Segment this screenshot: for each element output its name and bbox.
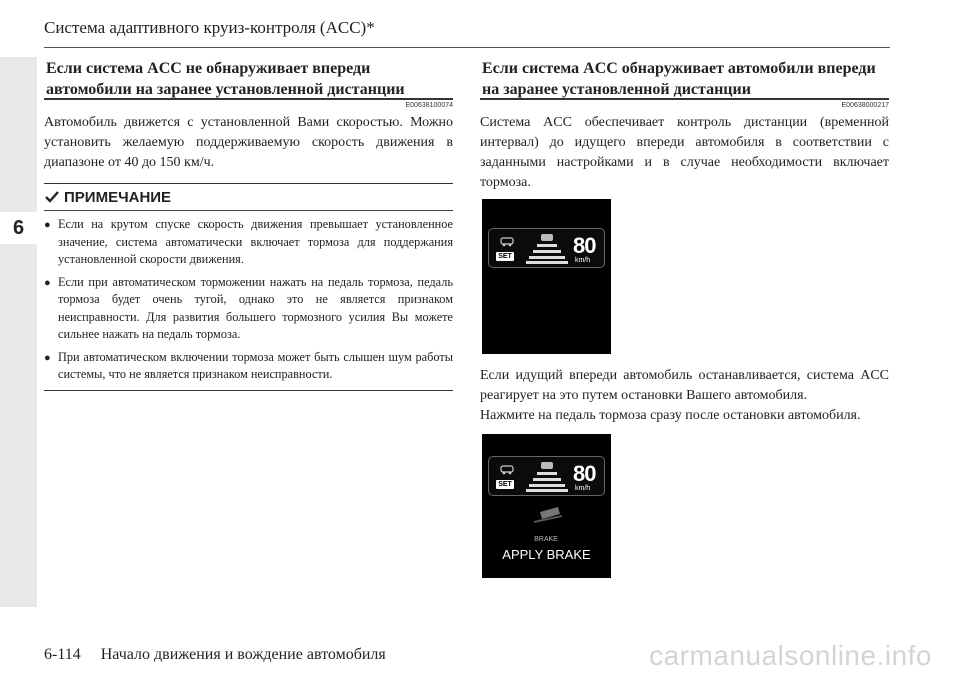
acc-panel [488,456,605,496]
left-section-heading [44,56,453,100]
bullet-icon: ● [44,276,51,289]
bullet-icon: ● [44,351,51,364]
header-rule [44,47,890,48]
note-item-text: При автоматическом включении тормоза может быть слышен шум работы системы, что не является признаком неисправности. [58,349,453,381]
footer [44,646,386,664]
note-check-icon [44,189,60,205]
footer-section: Начало движения и вождение автомобиля [100,646,386,663]
speed-unit: km/h [575,257,591,264]
note-title: ПРИМЕЧАНИЕ [64,188,172,206]
right-heading-line2: на заранее установленной дистанции [482,81,751,98]
note-box [44,183,453,391]
acc-car-icon [498,463,516,475]
bullet-icon: ● [44,219,51,231]
note-item-text: Если при автоматическом торможении нажать на педаль тормоза, педаль тормоза будет очень тугой, однако это не является признаком неисправности. Для развития большего тормозного усилия Вы можете сильнее нажать на педаль тормоза. [58,274,453,341]
brake-pedal-icon [482,504,611,544]
note-item [44,216,453,269]
right-section-heading [480,56,889,100]
speed-unit: km/h [575,485,591,492]
note-item [44,349,453,384]
right-column [480,56,889,578]
brake-area [482,504,611,574]
road-lanes-icon [523,232,571,265]
acc-panel [488,228,605,268]
note-item-text: Если на крутом спуске скорость движения превышает установленное значение, система автоматически включает тормоза для поддержания установленной скорости движения. [58,217,453,266]
road-lanes-icon [523,460,571,493]
set-badge: SET [496,252,514,261]
chapter-side-strip [0,57,37,607]
right-paragraph-2b: Нажмите на педаль тормоза сразу после остановки автомобиля. [480,408,861,423]
right-paragraph-2a: Если идущий впереди автомобиль останавливается, система ACC реагирует на это путем остановки Вашего автомобиля. [480,368,889,403]
left-heading-line1: Если система ACC не обнаруживает впереди [46,60,371,77]
page-number: 6-114 [44,646,81,663]
chapter-tab: 6 [0,212,37,244]
right-section-code: E00638000217 [841,102,889,109]
header-title: Система адаптивного круиз-контроля (ACC)* [44,18,375,37]
note-header [44,184,453,211]
brake-pedal-label: BRAKE [534,536,558,543]
watermark: carmanualsonline.info [649,640,932,671]
acc-display-stopped [482,434,611,578]
acc-display-following [482,199,611,354]
left-paragraph: Автомобиль движется с установленной Вами скоростью. Можно установить желаемую поддерживаемую скорость движения в диапазоне от 40 до 150 км/ч. [44,115,453,170]
left-column [44,56,453,391]
apply-brake-message: APPLY BRAKE [502,547,591,562]
speed-value: 80 [573,461,596,486]
right-paragraph-1: Система ACC обеспечивает контроль дистанции (временной интервал) до идущего впереди автомобиля в соответствии с заданными настройками и в случае необходимости включает тормоза. [480,115,889,190]
set-badge: SET [496,480,514,489]
note-item [44,274,453,344]
left-heading-line2: автомобили на заранее установленной дистанции [46,81,405,98]
left-section-code: E00638100074 [405,102,453,109]
right-heading-line1: Если система ACC обнаруживает автомобили впереди [482,60,876,77]
speed-value: 80 [573,233,596,258]
acc-car-icon [498,235,516,247]
